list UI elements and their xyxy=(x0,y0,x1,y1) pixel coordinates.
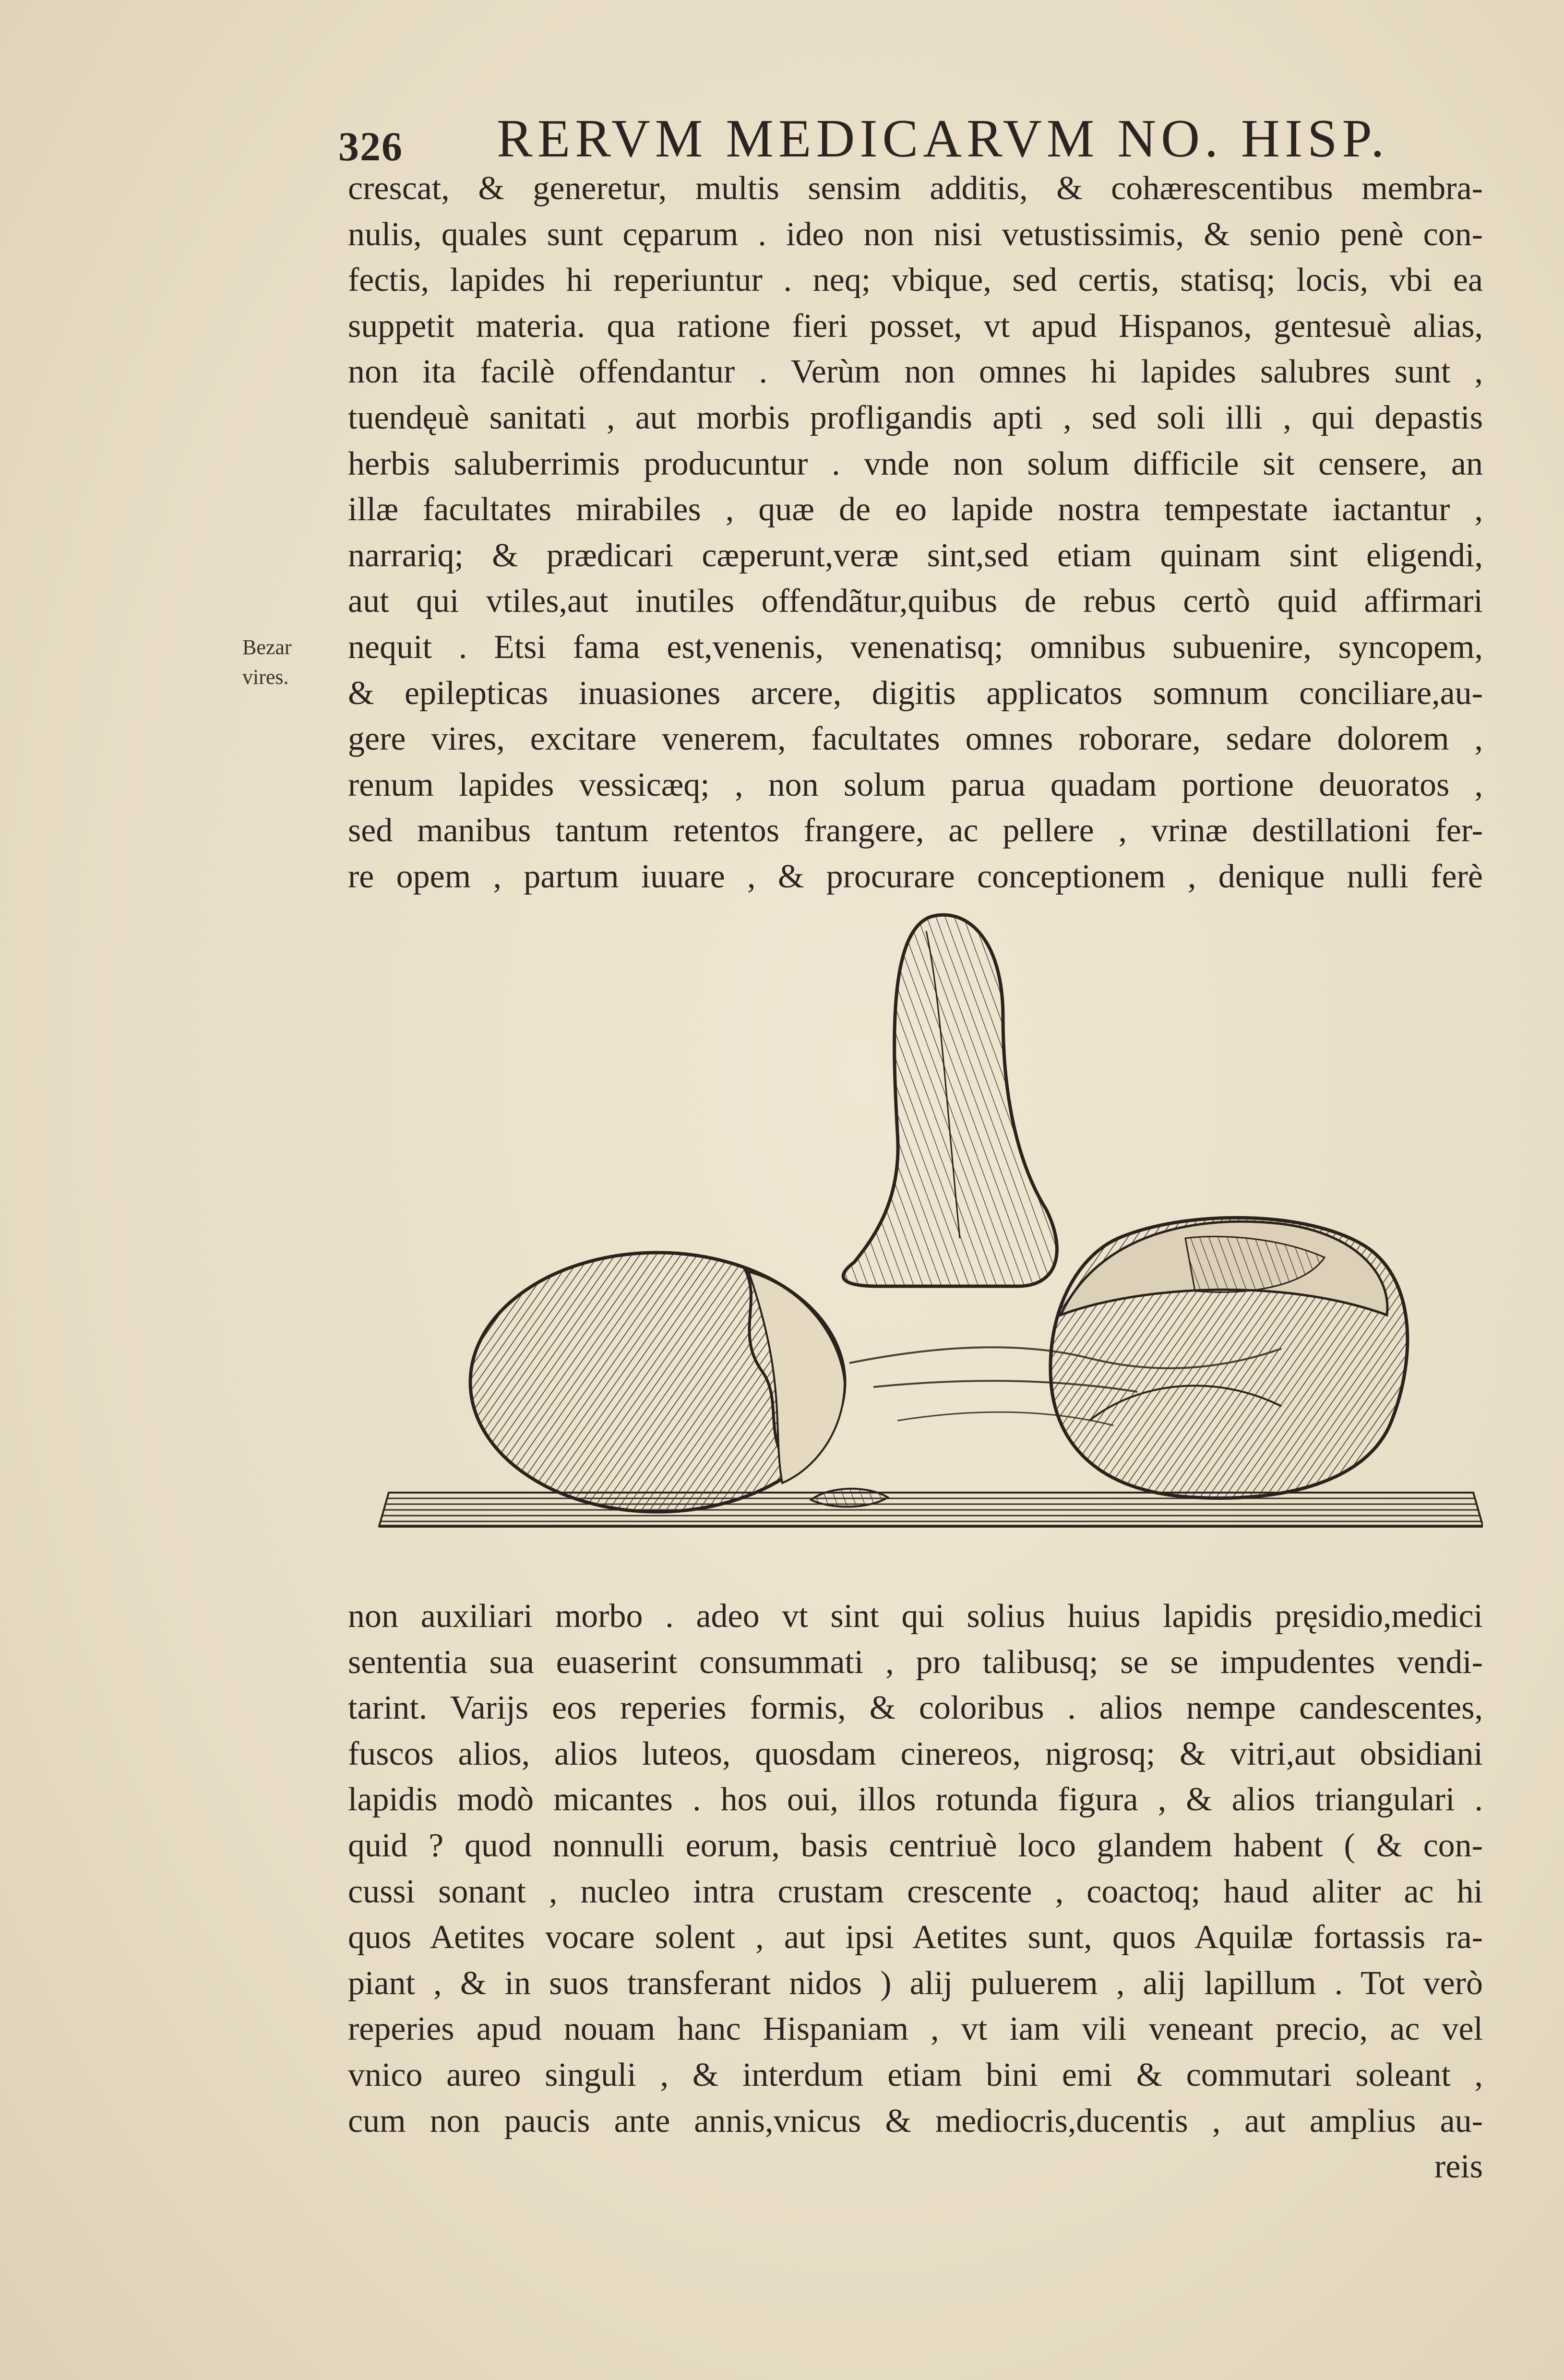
text-line: reperies apud nouam hanc Hispaniam , vt iam vili veneant precio, ac vel xyxy=(348,2010,1483,2048)
text-line: herbis saluberrimis producuntur . vnde non solum difficile sit censere, an xyxy=(348,445,1483,482)
margin-note xyxy=(242,633,292,692)
page-number: 326 xyxy=(338,123,403,169)
text-line: fuscos alios, alios luteos, quosdam cinereos, nigrosq; & vitri,aut obsidiani xyxy=(348,1735,1483,1772)
text-line: cum non paucis ante annis,vnicus & mediocris,ducentis , aut amplius au- xyxy=(348,2102,1483,2140)
text-line: gere vires, excitare venerem, facultates omnes roborare, sedare dolorem , xyxy=(348,720,1483,758)
text-line: non auxiliari morbo . adeo vt sint qui solius huius lapidis pręsidio,medici xyxy=(348,1598,1483,1635)
text-line: crescat, & generetur, multis sensim additis, & cohærescentibus membra- xyxy=(348,170,1483,207)
text-block-top xyxy=(348,166,1483,900)
text-line: fectis, lapides hi reperiuntur . neq; vbique, sed certis, statisq; locis, vbi ea xyxy=(348,262,1483,299)
text-line: narrariq; & prædicari cæperunt,veræ sint,sed etiam quinam sint eligendi, xyxy=(348,537,1483,574)
text-line: vnico aureo singuli , & interdum etiam bini emi & commutari soleant , xyxy=(348,2056,1483,2093)
catchword: reis xyxy=(1434,2148,1483,2186)
text-line: sed manibus tantum retentos frangere, ac pellere , vrinæ destillationi fer- xyxy=(348,812,1483,849)
text-line: aut qui vtiles,aut inutiles offendãtur,quibus de rebus certò quid affirmari xyxy=(348,583,1483,620)
text-line: re opem , partum iuuare , & procurare conceptionem , denique nulli ferè xyxy=(348,858,1483,895)
text-line: lapidis modò micantes . hos oui, illos rotunda figura , & alios triangulari . xyxy=(348,1781,1483,1818)
text-line: piant , & in suos transferant nidos ) alij puluerem , alij lapillum . Tot verò xyxy=(348,1964,1483,2002)
text-line: tuendęuè sanitati , aut morbis profligandis apti , sed soli illi , qui depastis xyxy=(348,399,1483,436)
running-title: RERVM MEDICARVM NO. HISP. xyxy=(497,109,1389,168)
text-block-bottom xyxy=(348,1593,1483,2190)
text-line: non ita facilè offendantur . Verùm non omnes hi lapides salubres sunt , xyxy=(348,353,1483,391)
text-line: cussi sonant , nucleo intra crustam crescente , coactoq; haud aliter ac hi xyxy=(348,1873,1483,1910)
text-line: nulis, quales sunt cęparum . ideo non nisi vetustissimis, & senio penè con- xyxy=(348,215,1483,253)
margin-note-line: Bezar xyxy=(242,635,292,659)
text-line: quid ? quod nonnulli eorum, basis centriuè loco glandem habent ( & con- xyxy=(348,1827,1483,1864)
text-line: & epilepticas inuasiones arcere, digitis applicatos somnum conciliare,au- xyxy=(348,674,1483,712)
text-line: illæ facultates mirabiles , quæ de eo lapide nostra tempestate iactantur , xyxy=(348,491,1483,528)
text-line: tarint. Varijs eos reperies formis, & coloribus . alios nempe candescentes, xyxy=(348,1689,1483,1727)
text-line: nequit . Etsi fama est,venenis, venenatisq; omnibus subuenire, syncopem, xyxy=(348,628,1483,666)
bezoar-stones-woodcut xyxy=(370,902,1483,1589)
margin-note-line: vires. xyxy=(242,665,289,689)
text-line: suppetit materia. qua ratione fieri posset, vt apud Hispanos, gentesuè alias, xyxy=(348,307,1483,345)
text-line: sententia sua euaserint consummati , pro talibusq; se se impudentes vendi- xyxy=(348,1643,1483,1681)
text-line: quos Aetites vocare solent , aut ipsi Aetites sunt, quos Aquilæ fortassis ra- xyxy=(348,1919,1483,1956)
text-line: renum lapides vessicæq; , non solum parua quadam portione deuoratos , xyxy=(348,766,1483,803)
running-head xyxy=(338,108,1457,175)
